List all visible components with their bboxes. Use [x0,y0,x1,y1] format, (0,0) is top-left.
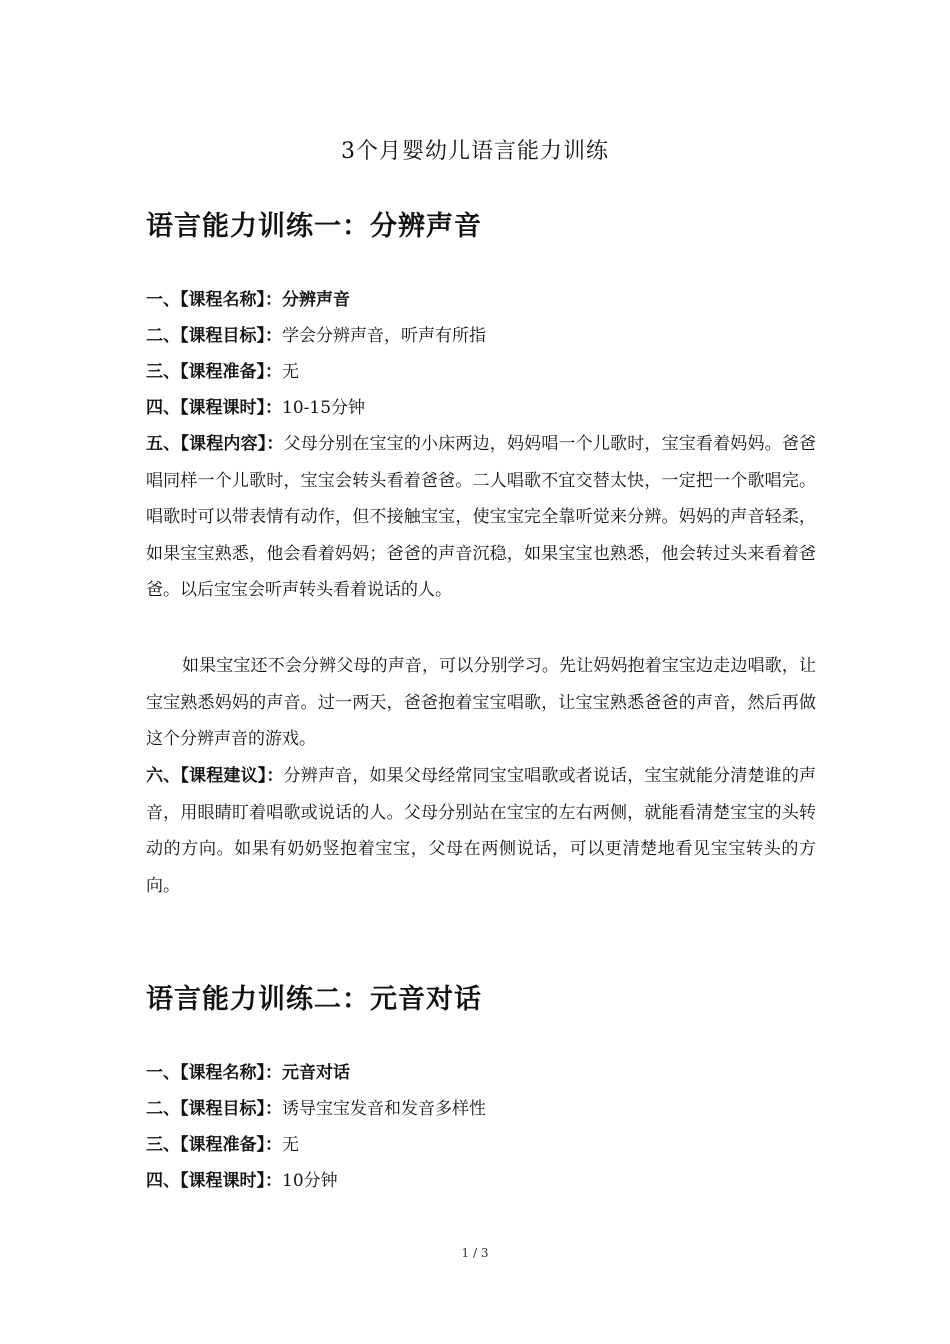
course-prep-value: 无 [282,1135,299,1155]
section1-course-time [146,390,826,426]
course-name-value: 分辨声音 [282,290,350,310]
section2-course-time [146,1163,826,1199]
course-advice-text: 分辨声音，如果父母经常同宝宝唱歌或者说话，宝宝就能分清楚谁的声音，用眼睛盯着唱歌或说话的人。父母分别站在宝宝的左右两侧，就能看清楚宝宝的头转动的方向。如果有奶奶竖抱着宝宝，父母在两侧说话，可以更清楚地看见宝宝转头的方向。 [146,766,817,896]
page-number: 1 / 3 [461,1246,489,1260]
document-title: 3个月婴幼儿语言能力训练 [341,139,609,164]
section1-course-advice [146,758,816,904]
course-prep-label: 三、【课程准备】： [146,1135,282,1155]
section2-heading: 语言能力训练二：元音对话 [146,984,482,1015]
course-time-value: 10-15分钟 [282,398,366,418]
section2-course-goal [146,1091,826,1127]
course-goal-value: 诱导宝宝发音和发音多样性 [282,1099,486,1119]
section1-course-content-cont: 如果宝宝还不会分辨父母的声音，可以分别学习。先让妈妈抱着宝宝边走边唱歌，让宝宝熟悉妈妈的声音。过一两天，爸爸抱着宝宝唱歌，让宝宝熟悉爸爸的声音，然后再做这个分辨声音的游戏。 [146,656,816,749]
section1-course-content [146,426,816,609]
course-content-text: 父母分别在宝宝的小床两边，妈妈唱一个儿歌时，宝宝看着妈妈。爸爸唱同样一个儿歌时，宝宝会转头看着爸爸。二人唱歌不宜交替太快，一定把一个歌唱完。唱歌时可以带表情有动作，但不接触宝宝，使宝宝完全靠听觉来分辨。妈妈的声音轻柔，如果宝宝熟悉，他会看着妈妈；爸爸的声音沉稳，如果宝宝也熟悉，他会转过头来看着爸爸。以后宝宝会听声转头看着说话的人。 [146,434,817,600]
section2-course-name [146,1055,826,1091]
course-content-label: 五、【课程内容】： [146,434,284,454]
course-goal-label: 二、【课程目标】： [146,1099,282,1119]
course-prep-value: 无 [282,362,299,382]
course-time-value: 10分钟 [282,1171,338,1191]
course-goal-value: 学会分辨声音，听声有所指 [282,326,486,346]
course-time-label: 四、【课程课时】： [146,398,282,418]
course-name-value: 元音对话 [282,1063,350,1083]
course-advice-label: 六、【课程建议】： [146,766,284,786]
course-name-label: 一、【课程名称】： [146,290,282,310]
course-name-label: 一、【课程名称】： [146,1063,282,1083]
section1-heading: 语言能力训练一：分辨声音 [146,211,482,242]
course-prep-label: 三、【课程准备】： [146,362,282,382]
course-goal-label: 二、【课程目标】： [146,326,282,346]
section1-course-goal [146,318,826,354]
section2-course-prep [146,1127,826,1163]
course-time-label: 四、【课程课时】： [146,1171,282,1191]
section1-course-prep [146,354,826,390]
section1-course-name [146,282,826,318]
